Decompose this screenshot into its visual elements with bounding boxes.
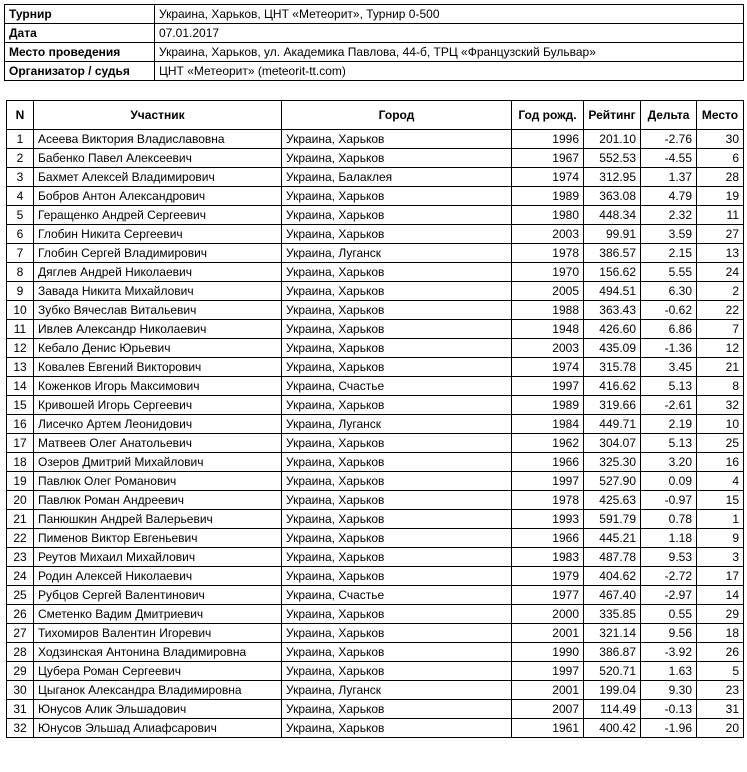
cell-birth-year: 2000 bbox=[512, 605, 584, 624]
table-row bbox=[7, 339, 744, 358]
table-row bbox=[7, 225, 744, 244]
cell-city: Украина, Харьков bbox=[282, 548, 512, 567]
cell-place: 17 bbox=[697, 567, 744, 586]
cell-birth-year: 1984 bbox=[512, 415, 584, 434]
cell-place: 23 bbox=[697, 681, 744, 700]
cell-participant: Бобров Антон Александрович bbox=[34, 187, 282, 206]
cell-participant: Цыганок Александра Владимировна bbox=[34, 681, 282, 700]
cell-place: 21 bbox=[697, 358, 744, 377]
cell-delta: -0.13 bbox=[641, 700, 697, 719]
cell-city: Украина, Луганск bbox=[282, 415, 512, 434]
cell-city: Украина, Луганск bbox=[282, 244, 512, 263]
info-row-venue bbox=[5, 43, 744, 62]
table-row bbox=[7, 206, 744, 225]
cell-delta: 3.45 bbox=[641, 358, 697, 377]
cell-rating: 520.71 bbox=[584, 662, 641, 681]
cell-place: 12 bbox=[697, 339, 744, 358]
cell-place: 24 bbox=[697, 263, 744, 282]
cell-delta: 0.09 bbox=[641, 472, 697, 491]
cell-birth-year: 2007 bbox=[512, 700, 584, 719]
cell-participant: Юнусов Эльшад Алиафсарович bbox=[34, 719, 282, 738]
cell-delta: 3.59 bbox=[641, 225, 697, 244]
cell-delta: 4.79 bbox=[641, 187, 697, 206]
cell-participant: Озеров Дмитрий Михайлович bbox=[34, 453, 282, 472]
cell-city: Украина, Счастье bbox=[282, 377, 512, 396]
table-row bbox=[7, 282, 744, 301]
cell-city: Украина, Харьков bbox=[282, 529, 512, 548]
cell-city: Украина, Харьков bbox=[282, 187, 512, 206]
cell-n: 13 bbox=[7, 358, 34, 377]
cell-delta: 5.13 bbox=[641, 377, 697, 396]
cell-participant: Коженков Игорь Максимович bbox=[34, 377, 282, 396]
cell-rating: 386.57 bbox=[584, 244, 641, 263]
cell-place: 1 bbox=[697, 510, 744, 529]
cell-city: Украина, Харьков bbox=[282, 206, 512, 225]
info-label: Организатор / судья bbox=[5, 62, 155, 81]
cell-rating: 201.10 bbox=[584, 130, 641, 149]
info-row-date bbox=[5, 24, 744, 43]
table-row bbox=[7, 415, 744, 434]
cell-rating: 448.34 bbox=[584, 206, 641, 225]
cell-delta: 3.20 bbox=[641, 453, 697, 472]
cell-rating: 321.14 bbox=[584, 624, 641, 643]
cell-n: 32 bbox=[7, 719, 34, 738]
cell-birth-year: 1978 bbox=[512, 491, 584, 510]
col-header-rating: Рейтинг bbox=[584, 101, 641, 130]
table-row bbox=[7, 643, 744, 662]
cell-n: 27 bbox=[7, 624, 34, 643]
cell-place: 18 bbox=[697, 624, 744, 643]
cell-place: 13 bbox=[697, 244, 744, 263]
cell-delta: 2.15 bbox=[641, 244, 697, 263]
cell-n: 2 bbox=[7, 149, 34, 168]
cell-n: 6 bbox=[7, 225, 34, 244]
cell-participant: Ковалев Евгений Викторович bbox=[34, 358, 282, 377]
cell-birth-year: 2005 bbox=[512, 282, 584, 301]
cell-participant: Геращенко Андрей Сергеевич bbox=[34, 206, 282, 225]
cell-delta: 9.30 bbox=[641, 681, 697, 700]
cell-delta: 5.13 bbox=[641, 434, 697, 453]
table-row bbox=[7, 149, 744, 168]
cell-city: Украина, Харьков bbox=[282, 491, 512, 510]
cell-n: 8 bbox=[7, 263, 34, 282]
cell-city: Украина, Харьков bbox=[282, 282, 512, 301]
tournament-info-table bbox=[4, 4, 744, 81]
cell-place: 15 bbox=[697, 491, 744, 510]
cell-birth-year: 1977 bbox=[512, 586, 584, 605]
cell-participant: Реутов Михаил Михайлович bbox=[34, 548, 282, 567]
cell-birth-year: 1974 bbox=[512, 358, 584, 377]
cell-birth-year: 1967 bbox=[512, 149, 584, 168]
cell-birth-year: 2003 bbox=[512, 339, 584, 358]
cell-place: 9 bbox=[697, 529, 744, 548]
cell-place: 32 bbox=[697, 396, 744, 415]
table-row bbox=[7, 358, 744, 377]
cell-rating: 445.21 bbox=[584, 529, 641, 548]
table-row bbox=[7, 377, 744, 396]
cell-rating: 487.78 bbox=[584, 548, 641, 567]
cell-rating: 325.30 bbox=[584, 453, 641, 472]
cell-n: 12 bbox=[7, 339, 34, 358]
table-row bbox=[7, 567, 744, 586]
cell-n: 15 bbox=[7, 396, 34, 415]
cell-place: 29 bbox=[697, 605, 744, 624]
cell-delta: -0.62 bbox=[641, 301, 697, 320]
col-header-delta: Дельта bbox=[641, 101, 697, 130]
col-header-place: Место bbox=[697, 101, 744, 130]
cell-birth-year: 1966 bbox=[512, 529, 584, 548]
cell-birth-year: 1989 bbox=[512, 396, 584, 415]
cell-city: Украина, Харьков bbox=[282, 624, 512, 643]
cell-city: Украина, Харьков bbox=[282, 567, 512, 586]
cell-place: 4 bbox=[697, 472, 744, 491]
table-row bbox=[7, 662, 744, 681]
cell-rating: 552.53 bbox=[584, 149, 641, 168]
cell-participant: Завада Никита Михайлович bbox=[34, 282, 282, 301]
cell-n: 23 bbox=[7, 548, 34, 567]
cell-rating: 435.09 bbox=[584, 339, 641, 358]
cell-birth-year: 1979 bbox=[512, 567, 584, 586]
cell-city: Украина, Харьков bbox=[282, 643, 512, 662]
cell-rating: 426.60 bbox=[584, 320, 641, 339]
col-header-birth-year: Год рожд. bbox=[512, 101, 584, 130]
cell-place: 16 bbox=[697, 453, 744, 472]
cell-city: Украина, Харьков bbox=[282, 225, 512, 244]
cell-participant: Юнусов Алик Эльшадович bbox=[34, 700, 282, 719]
cell-city: Украина, Харьков bbox=[282, 510, 512, 529]
cell-rating: 199.04 bbox=[584, 681, 641, 700]
cell-n: 28 bbox=[7, 643, 34, 662]
cell-participant: Сметенко Вадим Дмитриевич bbox=[34, 605, 282, 624]
cell-city: Украина, Луганск bbox=[282, 681, 512, 700]
results-body bbox=[7, 130, 744, 738]
cell-rating: 449.71 bbox=[584, 415, 641, 434]
cell-birth-year: 1997 bbox=[512, 472, 584, 491]
cell-place: 3 bbox=[697, 548, 744, 567]
table-row bbox=[7, 168, 744, 187]
table-row bbox=[7, 700, 744, 719]
cell-delta: 1.37 bbox=[641, 168, 697, 187]
info-row-organizer bbox=[5, 62, 744, 81]
cell-n: 20 bbox=[7, 491, 34, 510]
table-row bbox=[7, 719, 744, 738]
table-row bbox=[7, 548, 744, 567]
cell-city: Украина, Харьков bbox=[282, 320, 512, 339]
cell-participant: Рубцов Сергей Валентинович bbox=[34, 586, 282, 605]
cell-n: 9 bbox=[7, 282, 34, 301]
table-row bbox=[7, 586, 744, 605]
cell-participant: Панюшкин Андрей Валерьевич bbox=[34, 510, 282, 529]
cell-rating: 467.40 bbox=[584, 586, 641, 605]
cell-city: Украина, Харьков bbox=[282, 719, 512, 738]
table-row bbox=[7, 624, 744, 643]
cell-n: 5 bbox=[7, 206, 34, 225]
table-row bbox=[7, 187, 744, 206]
cell-birth-year: 1970 bbox=[512, 263, 584, 282]
table-row bbox=[7, 510, 744, 529]
cell-n: 25 bbox=[7, 586, 34, 605]
table-row bbox=[7, 453, 744, 472]
cell-rating: 527.90 bbox=[584, 472, 641, 491]
cell-n: 4 bbox=[7, 187, 34, 206]
cell-participant: Асеева Виктория Владиславовна bbox=[34, 130, 282, 149]
cell-n: 19 bbox=[7, 472, 34, 491]
table-row bbox=[7, 320, 744, 339]
cell-birth-year: 1993 bbox=[512, 510, 584, 529]
cell-rating: 99.91 bbox=[584, 225, 641, 244]
cell-birth-year: 1996 bbox=[512, 130, 584, 149]
info-value: Украина, Харьков, ул. Академика Павлова, 44-б, ТРЦ «Французский Бульвар» bbox=[155, 43, 744, 62]
cell-n: 17 bbox=[7, 434, 34, 453]
cell-rating: 363.43 bbox=[584, 301, 641, 320]
info-row-tournament bbox=[5, 5, 744, 24]
cell-n: 18 bbox=[7, 453, 34, 472]
cell-place: 19 bbox=[697, 187, 744, 206]
cell-n: 16 bbox=[7, 415, 34, 434]
cell-rating: 315.78 bbox=[584, 358, 641, 377]
cell-birth-year: 1980 bbox=[512, 206, 584, 225]
cell-delta: 0.78 bbox=[641, 510, 697, 529]
cell-delta: -2.97 bbox=[641, 586, 697, 605]
cell-participant: Кебало Денис Юрьевич bbox=[34, 339, 282, 358]
cell-place: 2 bbox=[697, 282, 744, 301]
cell-birth-year: 2003 bbox=[512, 225, 584, 244]
cell-city: Украина, Харьков bbox=[282, 700, 512, 719]
cell-place: 8 bbox=[697, 377, 744, 396]
cell-participant: Матвеев Олег Анатольевич bbox=[34, 434, 282, 453]
cell-rating: 319.66 bbox=[584, 396, 641, 415]
table-row bbox=[7, 605, 744, 624]
cell-n: 14 bbox=[7, 377, 34, 396]
cell-delta: 2.32 bbox=[641, 206, 697, 225]
cell-rating: 386.87 bbox=[584, 643, 641, 662]
cell-n: 31 bbox=[7, 700, 34, 719]
cell-place: 31 bbox=[697, 700, 744, 719]
cell-delta: -1.96 bbox=[641, 719, 697, 738]
col-header-n: N bbox=[7, 101, 34, 130]
cell-participant: Павлюк Олег Романович bbox=[34, 472, 282, 491]
cell-participant: Родин Алексей Николаевич bbox=[34, 567, 282, 586]
cell-delta: 0.55 bbox=[641, 605, 697, 624]
table-row bbox=[7, 244, 744, 263]
table-row bbox=[7, 396, 744, 415]
cell-delta: 1.18 bbox=[641, 529, 697, 548]
cell-place: 30 bbox=[697, 130, 744, 149]
cell-city: Украина, Харьков bbox=[282, 130, 512, 149]
cell-rating: 156.62 bbox=[584, 263, 641, 282]
table-row bbox=[7, 301, 744, 320]
cell-participant: Зубко Вячеслав Витальевич bbox=[34, 301, 282, 320]
cell-city: Украина, Харьков bbox=[282, 263, 512, 282]
cell-birth-year: 1948 bbox=[512, 320, 584, 339]
cell-rating: 304.07 bbox=[584, 434, 641, 453]
cell-birth-year: 1961 bbox=[512, 719, 584, 738]
cell-participant: Кривошей Игорь Сергеевич bbox=[34, 396, 282, 415]
cell-participant: Тихомиров Валентин Игоревич bbox=[34, 624, 282, 643]
col-header-city: Город bbox=[282, 101, 512, 130]
cell-place: 5 bbox=[697, 662, 744, 681]
table-row bbox=[7, 130, 744, 149]
cell-participant: Глобин Никита Сергеевич bbox=[34, 225, 282, 244]
cell-n: 30 bbox=[7, 681, 34, 700]
cell-delta: -2.72 bbox=[641, 567, 697, 586]
cell-place: 27 bbox=[697, 225, 744, 244]
cell-participant: Дяглев Андрей Николаевич bbox=[34, 263, 282, 282]
table-row bbox=[7, 472, 744, 491]
cell-participant: Бахмет Алексей Владимирович bbox=[34, 168, 282, 187]
cell-delta: -4.55 bbox=[641, 149, 697, 168]
cell-rating: 494.51 bbox=[584, 282, 641, 301]
info-label: Дата bbox=[5, 24, 155, 43]
cell-birth-year: 1990 bbox=[512, 643, 584, 662]
cell-rating: 312.95 bbox=[584, 168, 641, 187]
cell-city: Украина, Харьков bbox=[282, 472, 512, 491]
cell-n: 22 bbox=[7, 529, 34, 548]
info-value: 07.01.2017 bbox=[155, 24, 744, 43]
table-row bbox=[7, 263, 744, 282]
cell-rating: 404.62 bbox=[584, 567, 641, 586]
cell-birth-year: 1966 bbox=[512, 453, 584, 472]
info-value: ЦНТ «Метеорит» (meteorit-tt.com) bbox=[155, 62, 744, 81]
cell-place: 20 bbox=[697, 719, 744, 738]
cell-birth-year: 1983 bbox=[512, 548, 584, 567]
cell-birth-year: 1978 bbox=[512, 244, 584, 263]
cell-city: Украина, Харьков bbox=[282, 605, 512, 624]
cell-n: 3 bbox=[7, 168, 34, 187]
cell-delta: 2.19 bbox=[641, 415, 697, 434]
cell-city: Украина, Балаклея bbox=[282, 168, 512, 187]
cell-participant: Бабенко Павел Алексеевич bbox=[34, 149, 282, 168]
cell-birth-year: 2001 bbox=[512, 681, 584, 700]
cell-n: 1 bbox=[7, 130, 34, 149]
cell-place: 7 bbox=[697, 320, 744, 339]
cell-participant: Глобин Сергей Владимирович bbox=[34, 244, 282, 263]
cell-birth-year: 1989 bbox=[512, 187, 584, 206]
cell-place: 14 bbox=[697, 586, 744, 605]
cell-participant: Лисечко Артем Леонидович bbox=[34, 415, 282, 434]
cell-place: 11 bbox=[697, 206, 744, 225]
info-label: Место проведения bbox=[5, 43, 155, 62]
cell-delta: 9.53 bbox=[641, 548, 697, 567]
cell-participant: Пименов Виктор Евгеньевич bbox=[34, 529, 282, 548]
cell-place: 10 bbox=[697, 415, 744, 434]
cell-rating: 425.63 bbox=[584, 491, 641, 510]
cell-participant: Ивлев Александр Николаевич bbox=[34, 320, 282, 339]
cell-rating: 335.85 bbox=[584, 605, 641, 624]
cell-birth-year: 1997 bbox=[512, 377, 584, 396]
cell-rating: 416.62 bbox=[584, 377, 641, 396]
cell-place: 25 bbox=[697, 434, 744, 453]
cell-delta: -2.61 bbox=[641, 396, 697, 415]
cell-city: Украина, Харьков bbox=[282, 301, 512, 320]
cell-n: 24 bbox=[7, 567, 34, 586]
cell-city: Украина, Харьков bbox=[282, 662, 512, 681]
cell-participant: Павлюк Роман Андреевич bbox=[34, 491, 282, 510]
cell-n: 11 bbox=[7, 320, 34, 339]
cell-delta: -3.92 bbox=[641, 643, 697, 662]
table-row bbox=[7, 434, 744, 453]
cell-city: Украина, Харьков bbox=[282, 453, 512, 472]
cell-city: Украина, Харьков bbox=[282, 149, 512, 168]
cell-place: 26 bbox=[697, 643, 744, 662]
table-row bbox=[7, 681, 744, 700]
cell-birth-year: 1962 bbox=[512, 434, 584, 453]
cell-birth-year: 1988 bbox=[512, 301, 584, 320]
cell-city: Украина, Харьков bbox=[282, 396, 512, 415]
cell-rating: 591.79 bbox=[584, 510, 641, 529]
table-row bbox=[7, 491, 744, 510]
table-header-row bbox=[7, 101, 744, 130]
col-header-participant: Участник bbox=[34, 101, 282, 130]
cell-participant: Ходзинская Антонина Владимировна bbox=[34, 643, 282, 662]
cell-place: 22 bbox=[697, 301, 744, 320]
results-table bbox=[6, 100, 744, 738]
cell-place: 6 bbox=[697, 149, 744, 168]
cell-delta: -2.76 bbox=[641, 130, 697, 149]
cell-delta: 6.30 bbox=[641, 282, 697, 301]
cell-place: 28 bbox=[697, 168, 744, 187]
cell-birth-year: 2001 bbox=[512, 624, 584, 643]
cell-city: Украина, Харьков bbox=[282, 339, 512, 358]
cell-n: 29 bbox=[7, 662, 34, 681]
cell-delta: -0.97 bbox=[641, 491, 697, 510]
cell-participant: Цубера Роман Сергеевич bbox=[34, 662, 282, 681]
cell-n: 26 bbox=[7, 605, 34, 624]
cell-delta: -1.36 bbox=[641, 339, 697, 358]
info-label: Турнир bbox=[5, 5, 155, 24]
cell-birth-year: 1997 bbox=[512, 662, 584, 681]
cell-delta: 1.63 bbox=[641, 662, 697, 681]
info-value: Украина, Харьков, ЦНТ «Метеорит», Турнир 0-500 bbox=[155, 5, 744, 24]
cell-city: Украина, Счастье bbox=[282, 586, 512, 605]
table-row bbox=[7, 529, 744, 548]
cell-birth-year: 1974 bbox=[512, 168, 584, 187]
cell-rating: 363.08 bbox=[584, 187, 641, 206]
cell-delta: 9.56 bbox=[641, 624, 697, 643]
cell-delta: 6.86 bbox=[641, 320, 697, 339]
cell-delta: 5.55 bbox=[641, 263, 697, 282]
cell-n: 7 bbox=[7, 244, 34, 263]
cell-rating: 114.49 bbox=[584, 700, 641, 719]
cell-rating: 400.42 bbox=[584, 719, 641, 738]
cell-n: 10 bbox=[7, 301, 34, 320]
cell-n: 21 bbox=[7, 510, 34, 529]
cell-city: Украина, Харьков bbox=[282, 358, 512, 377]
cell-city: Украина, Харьков bbox=[282, 434, 512, 453]
